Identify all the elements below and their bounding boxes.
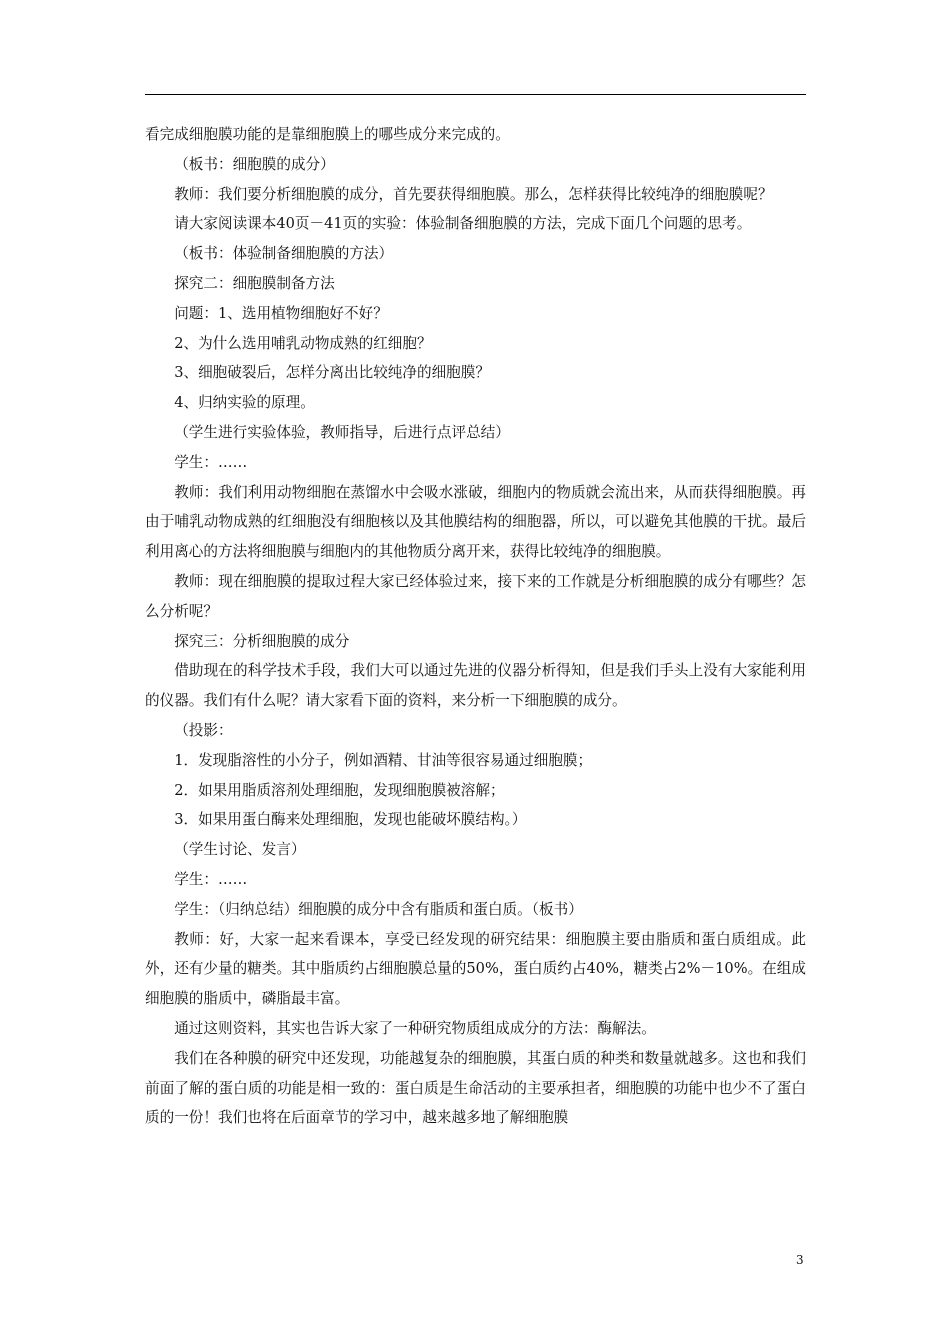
paragraph-teacher: 教师：现在细胞膜的提取过程大家已经体验过来，接下来的工作就是分析细胞膜的成分有哪些？怎么分析呢？: [145, 572, 806, 620]
paragraph-projection-item: 2．如果用脂质溶剂处理细胞，发现细胞膜被溶解；: [174, 781, 505, 799]
page-number: 3: [796, 1253, 804, 1267]
paragraph-body: 借助现在的科学技术手段，我们大可以通过先进的仪器分析得知，但是我们手头上没有大家能利用的仪器。我们有什么呢？请大家看下面的资料，来分析一下细胞膜的成分。: [145, 662, 806, 710]
paragraph-section-heading: 探究三：分析细胞膜的成分: [174, 632, 350, 650]
paragraph-projection-item: 1．发现脂溶性的小分子，例如酒精、甘油等很容易通过细胞膜；: [174, 751, 593, 769]
paragraph-question: 4、归纳实验的原理。: [174, 394, 315, 412]
paragraph-student: 学生：……: [174, 453, 248, 471]
paragraph-continuation: 看完成细胞膜功能的是靠细胞膜上的哪些成分来完成的。: [145, 126, 510, 143]
paragraph-student: 学生：（归纳总结）细胞膜的成分中含有脂质和蛋白质。（板书）: [174, 900, 583, 918]
paragraph-board-note: （板书：体验制备细胞膜的方法）: [174, 245, 394, 263]
paragraph-teacher: 教师：好，大家一起来看课本，享受已经发现的研究结果：细胞膜主要由脂质和蛋白质组成。此外，还有少量的糖类。其中脂质约占细胞膜总量的50%，蛋白质约占40%，糖类占2%－10%。在组成细胞膜的脂质中，磷脂最丰富。: [145, 930, 806, 1008]
paragraph-activity-note: （学生讨论、发言）: [174, 841, 306, 859]
body-text: [145, 120, 806, 1133]
paragraph-student: 学生：……: [174, 870, 248, 888]
paragraph-teacher: 教师：我们要分析细胞膜的成分，首先要获得细胞膜。那么，怎样获得比较纯净的细胞膜呢？: [174, 185, 773, 203]
paragraph-question: 问题：1、选用植物细胞好不好？: [174, 304, 388, 322]
paragraph-activity-note: （学生进行实验体验，教师指导，后进行点评总结）: [174, 423, 510, 441]
paragraph-section-heading: 探究二：细胞膜制备方法: [174, 274, 335, 292]
paragraph-instruction: 请大家阅读课本40页－41页的实验：体验制备细胞膜的方法，完成下面几个问题的思考。: [174, 215, 752, 233]
paragraph-question: 3、细胞破裂后，怎样分离出比较纯净的细胞膜？: [174, 364, 490, 382]
paragraph-body: 通过这则资料，其实也告诉大家了一种研究物质组成成分的方法：酶解法。: [174, 1019, 656, 1037]
paragraph-projection-item: 3．如果用蛋白酶来处理细胞，发现也能破坏膜结构。）: [174, 811, 527, 829]
paragraph-body: 我们在各种膜的研究中还发现，功能越复杂的细胞膜，其蛋白质的种类和数量就越多。这也和我们前面了解的蛋白质的功能是相一致的：蛋白质是生命活动的主要承担者，细胞膜的功能中也少不了蛋白质的一份！我们也将在后面章节的学习中，越来越多地了解细胞膜: [145, 1049, 806, 1127]
paragraph-teacher: 教师：我们利用动物细胞在蒸馏水中会吸水涨破，细胞内的物质就会流出来，从而获得细胞膜。再由于哺乳动物成熟的红细胞没有细胞核以及其他膜结构的细胞器，所以，可以避免其他膜的干扰。最后利用离心的方法将细胞膜与细胞内的其他物质分离开来，获得比较纯净的细胞膜。: [145, 483, 806, 561]
paragraph-projection: （投影：: [174, 721, 233, 739]
paragraph-board-note: （板书：细胞膜的成分）: [174, 155, 335, 173]
paragraph-question: 2、为什么选用哺乳动物成熟的红细胞？: [174, 334, 432, 352]
header-rule: [145, 94, 806, 95]
